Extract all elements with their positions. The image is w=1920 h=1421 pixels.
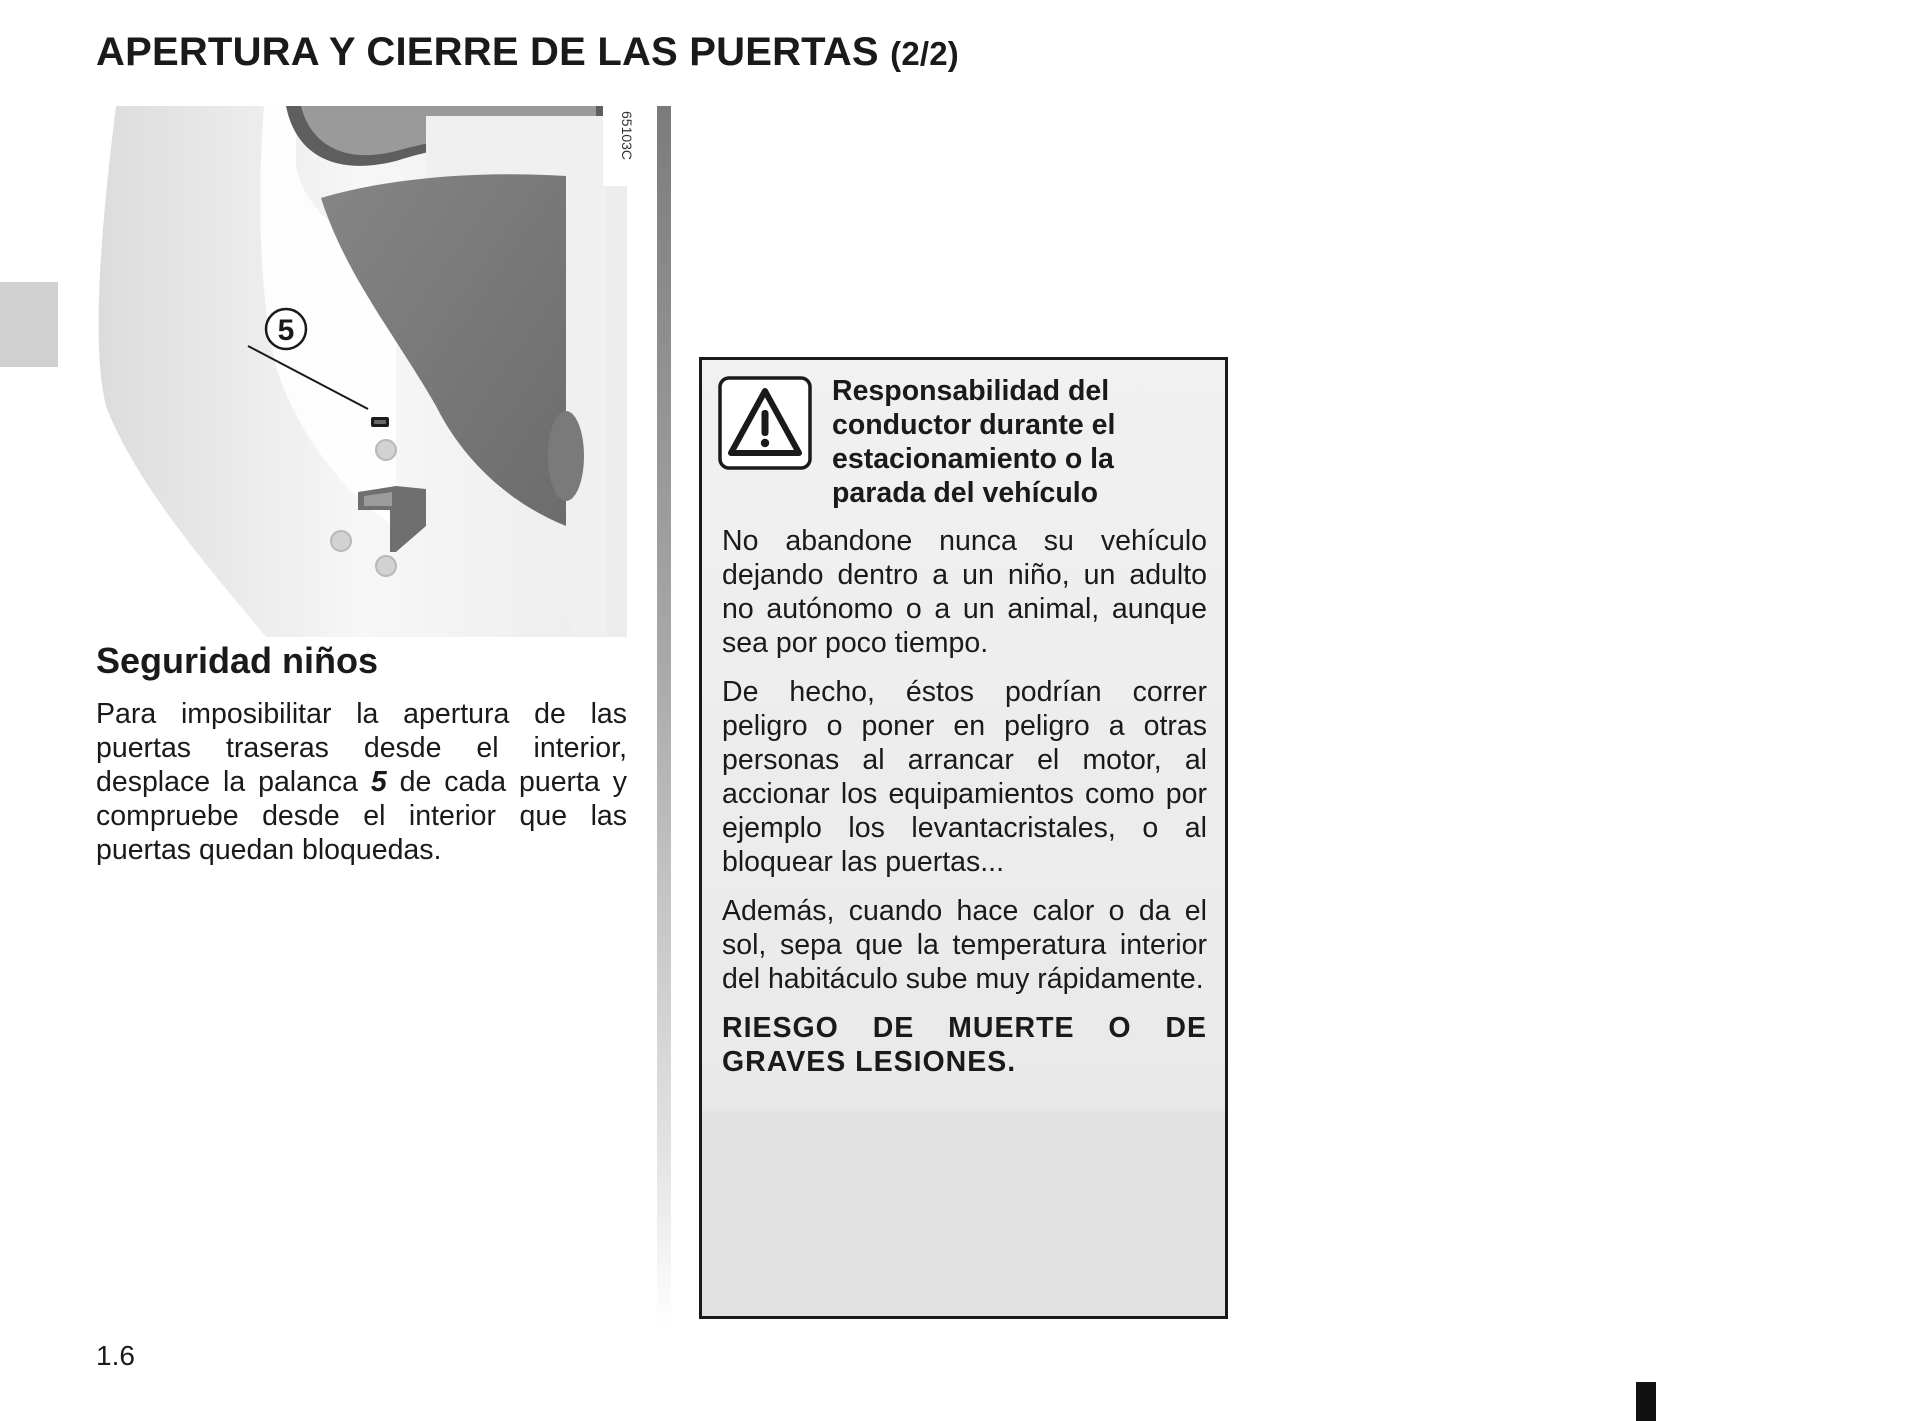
page-corner-mark xyxy=(1636,1382,1656,1421)
warning-triangle-icon xyxy=(718,376,812,470)
door-illustration xyxy=(96,106,635,637)
paragraph-text-start: Para imposibilitar la apertura de las puertas traseras desde el interior, desplace la palanca xyxy=(96,698,627,798)
warning-risk-statement: RIESGO DE MUERTE O DE GRAVES LESIONES. xyxy=(722,1012,1207,1078)
page-number: 1.6 xyxy=(96,1340,135,1371)
lever-reference: 5 xyxy=(370,766,387,798)
warning-paragraph: No abandone nunca su vehículo dejando dentro a un niño, un adulto no autónomo o a un animal, aunque sea por poco tiempo. xyxy=(722,525,1207,659)
section-heading: Seguridad niños xyxy=(96,640,379,681)
page-part-indicator: (2/2) xyxy=(890,35,959,72)
column-divider xyxy=(657,106,671,1328)
child-safety-paragraph xyxy=(96,697,627,867)
warning-paragraph: De hecho, éstos podrían correr peligro o poner en peligro a otras personas al arrancar el motor, al accionar los equipamientos como por ejemplo los levantacristales, o al bloquear las puertas... xyxy=(722,676,1207,878)
chapter-tab xyxy=(0,282,58,367)
page-title xyxy=(96,30,959,75)
figure-reference-code: 65103C xyxy=(619,111,635,161)
paragraph-text-end: de cada puerta y compruebe desde el interior que las puertas quedan bloquedas. xyxy=(96,766,627,866)
warning-title: Responsabilidad del conductor durante el estacionamiento o la parada del vehículo xyxy=(832,375,1116,509)
warning-paragraph: Además, cuando hace calor o da el sol, sepa que la temperatura interior del habitáculo sube muy rápidamente. xyxy=(722,895,1207,995)
warning-body xyxy=(722,524,1207,1094)
warning-box xyxy=(699,357,1228,1319)
callout-number: 5 xyxy=(277,314,295,347)
page-title-text: APERTURA Y CIERRE DE LAS PUERTAS xyxy=(96,30,879,74)
